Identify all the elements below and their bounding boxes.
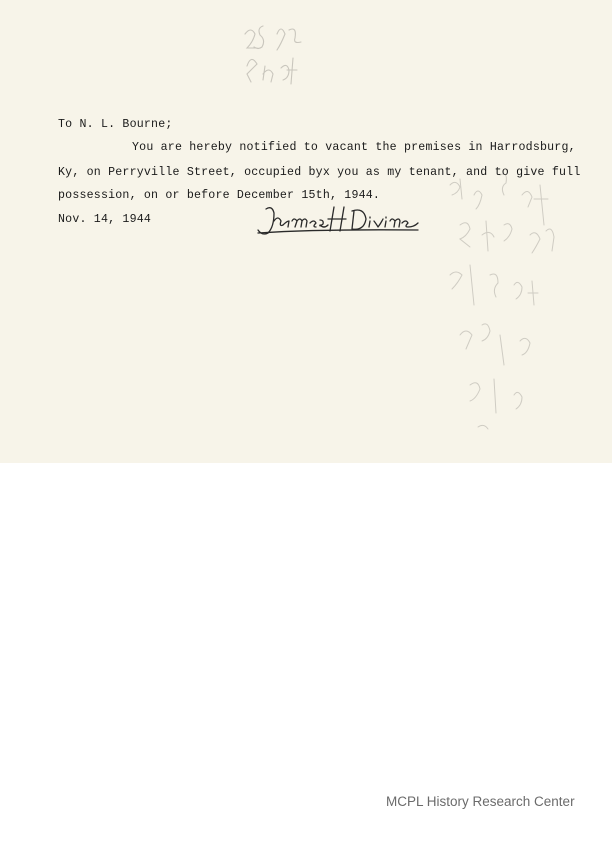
notice-body-line-3: possession, on or before December 15th, 1944.: [58, 189, 381, 202]
handwritten-signature: [252, 203, 422, 237]
pencil-notation-right: [430, 165, 590, 450]
notice-body-line-2: Ky, on Perryville Street, occupied byx you as my tenant, and to give full: [58, 166, 581, 179]
pencil-notation-top: [225, 14, 335, 96]
archive-watermark: MCPL History Research Center: [386, 794, 575, 809]
notice-date: Nov. 14, 1944: [58, 213, 152, 226]
addressee-line: To N. L. Bourne;: [58, 118, 173, 131]
notice-body-line-1: You are hereby notified to vacant the premises in Harrodsburg,: [132, 141, 576, 154]
